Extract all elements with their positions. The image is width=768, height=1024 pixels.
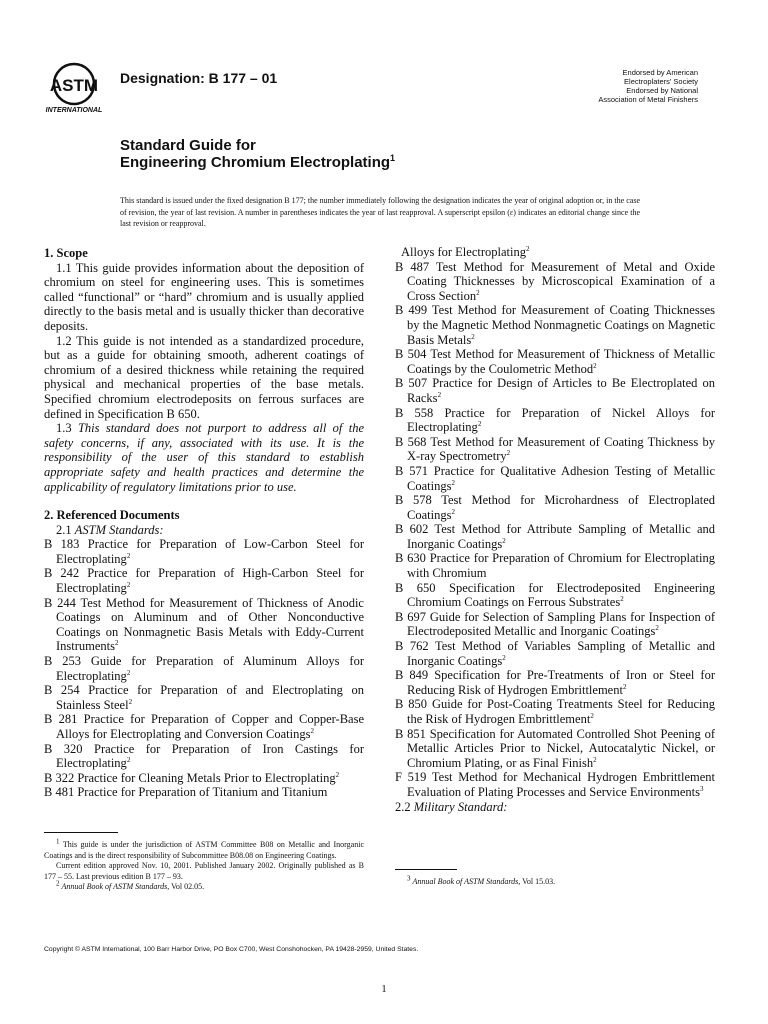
reference-footnote-mark: 2 bbox=[451, 478, 455, 487]
reference-text: B 507 Practice for Design of Articles to Be Electroplated on Racks bbox=[395, 376, 715, 405]
endorsement-line: Association of Metal Finishers bbox=[598, 95, 698, 104]
section-heading-scope: 1. Scope bbox=[44, 246, 88, 260]
reference-text: B 762 Test Method of Variables Sampling of Metallic and Inorganic Coatings bbox=[395, 639, 715, 668]
footnote-1-edition: Current edition approved Nov. 10, 2001. Published January 2002. Originally published as B 177 – 55. Last previous edition B 177 – 93. bbox=[44, 861, 364, 881]
reference-footnote-mark: 2 bbox=[437, 390, 442, 399]
reference-text: B 253 Guide for Preparation of Aluminum Alloys for Electroplating bbox=[44, 654, 364, 683]
reference-footnote-mark: 2 bbox=[126, 551, 131, 560]
logo-text: INTERNATIONAL bbox=[45, 107, 103, 114]
subsection-label: Military Standard: bbox=[413, 799, 508, 814]
document-title: Engineering Chromium Electroplating bbox=[120, 154, 391, 171]
footnote-rule-right bbox=[395, 869, 457, 870]
reference-list-right bbox=[395, 260, 715, 800]
reference-item bbox=[44, 712, 364, 741]
title-line-2 bbox=[120, 154, 395, 171]
scope-paragraph-1: 1.1 This guide provides information about the deposition of chromium on steel for engineering uses. This is sometimes called “functional” or “hard” chromium and is usually applied directly to the basis metal and is usually thicker than decorative deposits. bbox=[44, 260, 364, 333]
footnote-book-title: Annual Book of ASTM Standards bbox=[412, 877, 519, 886]
reference-text: B 183 Practice for Preparation of Low-Carbon Steel for Electroplating bbox=[44, 537, 364, 566]
paragraph-number: 1.3 bbox=[56, 421, 72, 436]
footnote-volume: , Vol 15.03. bbox=[518, 877, 556, 886]
endorsement-line: Electroplaters' Society bbox=[624, 77, 698, 86]
safety-caveat: This standard does not purport to address all of the safety concerns, if any, associated with its use. It is the responsibility of the user of this standard to establish appropriate safety and health practices and determine the applicability of regulatory limitations prior to use. bbox=[44, 421, 364, 494]
reference-item bbox=[395, 610, 715, 639]
footnote-volume: , Vol 02.05. bbox=[167, 882, 205, 892]
left-column bbox=[44, 246, 364, 800]
reference-text: B 487 Test Method for Measurement of Metal and Oxide Coating Thicknesses by Microscopical Examination of a Cross Section bbox=[395, 259, 715, 303]
reference-footnote-mark: 2 bbox=[502, 653, 506, 662]
reference-item bbox=[44, 771, 364, 786]
reference-item bbox=[44, 537, 364, 566]
footnote-1 bbox=[44, 837, 364, 861]
reference-footnote-mark: 2 bbox=[126, 756, 131, 765]
subsection-number: 2.2 bbox=[395, 799, 411, 814]
reference-text: Alloys for Electroplating bbox=[401, 245, 526, 259]
reference-item bbox=[395, 770, 715, 799]
reference-footnote-mark: 2 bbox=[525, 244, 530, 253]
reference-footnote-mark: 2 bbox=[471, 332, 475, 341]
reference-text: B 281 Practice for Preparation of Copper and Copper-Base Alloys for Electroplating and Conversion Coatings bbox=[44, 712, 364, 741]
subsection-label: ASTM Standards: bbox=[74, 522, 164, 537]
designation: Designation: B 177 – 01 bbox=[120, 70, 278, 86]
reference-item bbox=[395, 303, 715, 347]
reference-item bbox=[395, 376, 715, 405]
reference-item bbox=[395, 347, 715, 376]
endorsement-line: Endorsed by American bbox=[622, 68, 698, 77]
footnote-2 bbox=[44, 879, 364, 893]
reference-item bbox=[44, 566, 364, 595]
reference-footnote-mark: 2 bbox=[620, 595, 624, 604]
reference-footnote-mark: 2 bbox=[126, 580, 131, 589]
reference-text: B 499 Test Method for Measurement of Coating Thicknesses by the Magnetic Method Nonmagnetic Coatings on Magnetic Basis Metals bbox=[395, 303, 715, 347]
reference-item bbox=[44, 596, 364, 654]
reference-footnote-mark: 2 bbox=[506, 449, 511, 458]
reference-text: B 558 Practice for Preparation of Nickel Alloys for Electroplating bbox=[395, 405, 715, 435]
reference-text: B 244 Test Method for Measurement of Thickness of Anodic Coatings on Aluminum and of Other Nonconductive Coatings on Nonmagnetic Basis Metals with Eddy-Current Instruments bbox=[44, 595, 364, 654]
endorsement-block bbox=[598, 68, 698, 104]
reference-item bbox=[395, 639, 715, 668]
reference-item bbox=[395, 727, 715, 771]
footnote-rule-left bbox=[44, 832, 118, 833]
reference-footnote-mark: 2 bbox=[593, 755, 597, 764]
footnotes-right bbox=[395, 874, 715, 888]
subsection-military-standard bbox=[395, 800, 715, 815]
reference-text: B 571 Practice for Qualitative Adhesion Testing of Metallic Coatings bbox=[395, 463, 715, 493]
reference-continuation bbox=[395, 245, 715, 260]
reference-footnote-mark: 2 bbox=[593, 361, 597, 370]
reference-footnote-mark: 2 bbox=[476, 288, 480, 297]
reference-text: B 650 Specification for Electrodeposited Engineering Chromium Coatings on Ferrous Substrates bbox=[395, 580, 715, 610]
reference-item bbox=[395, 697, 715, 726]
reference-text: B 578 Test Method for Microhardness of Electroplated Coatings bbox=[395, 493, 715, 522]
reference-item bbox=[44, 654, 364, 683]
reference-item bbox=[395, 522, 715, 551]
section-heading-referenced-documents: 2. Referenced Documents bbox=[44, 508, 180, 523]
reference-text: B 630 Practice for Preparation of Chromium for Electroplating with Chromium bbox=[395, 551, 715, 581]
reference-footnote-mark: 3 bbox=[700, 784, 704, 793]
endorsement-line: Endorsed by National bbox=[626, 86, 698, 95]
reference-text: B 254 Practice for Preparation of and Electroplating on Stainless Steel bbox=[44, 683, 364, 712]
right-column bbox=[395, 245, 715, 814]
reference-item bbox=[395, 493, 715, 522]
reference-text: B 481 Practice for Preparation of Titanium and Titanium bbox=[44, 785, 328, 800]
reference-text: B 850 Guide for Post-Coating Treatments Steel for Reducing the Risk of Hydrogen Embrittlement bbox=[395, 697, 715, 726]
footnote-mark: 1 bbox=[56, 837, 60, 846]
reference-footnote-mark: 2 bbox=[335, 770, 340, 779]
page-number: 1 bbox=[381, 983, 387, 995]
footnote-book-title: Annual Book of ASTM Standards bbox=[61, 882, 168, 892]
reference-item bbox=[44, 785, 364, 800]
reference-footnote-mark: 2 bbox=[126, 668, 131, 677]
reference-item bbox=[395, 406, 715, 435]
reference-item bbox=[395, 464, 715, 493]
astm-logo bbox=[36, 62, 112, 118]
reference-item bbox=[395, 668, 715, 697]
title-footnote-mark: 1 bbox=[390, 153, 396, 163]
footnote-mark: 2 bbox=[56, 879, 60, 888]
subsection-astm-standards bbox=[44, 523, 364, 538]
reference-text: B 568 Test Method for Measurement of Coating Thickness by X-ray Spectrometry bbox=[395, 434, 715, 464]
footnote-3 bbox=[395, 874, 715, 888]
reference-footnote-mark: 2 bbox=[502, 536, 506, 545]
reference-text: B 242 Practice for Preparation of High-Carbon Steel for Electroplating bbox=[44, 566, 364, 596]
reference-text: B 602 Test Method for Attribute Sampling of Metallic and Inorganic Coatings bbox=[395, 522, 715, 551]
copyright-footer: Copyright © ASTM International, 100 Barr Harbor Drive, PO Box C700, West Conshohocken, PA 19428-2959, United States. bbox=[44, 946, 419, 953]
scope-paragraph-3 bbox=[44, 421, 364, 494]
reference-text: B 851 Specification for Automated Controlled Shot Peening of Metallic Articles Prior to Nickel, Autocatalytic Nickel, or Chromium Plating, or as Final Finish bbox=[395, 726, 715, 770]
reference-text: F 519 Test Method for Mechanical Hydrogen Embrittlement Evaluation of Plating Processes and Service Environments bbox=[395, 770, 715, 799]
reference-item bbox=[395, 551, 715, 580]
reference-item bbox=[44, 742, 364, 771]
subsection-number: 2.1 bbox=[56, 522, 72, 537]
reference-item bbox=[44, 683, 364, 712]
footnote-text: This guide is under the jurisdiction of ASTM Committee B08 on Metallic and Inorganic Coatings and is the direct responsibility of Subcommittee B08.08 on Engineering Coatings. bbox=[44, 840, 364, 860]
reference-text: B 322 Practice for Cleaning Metals Prior to Electroplating bbox=[44, 770, 336, 785]
reference-footnote-mark: 2 bbox=[451, 507, 455, 516]
title-line-1: Standard Guide for bbox=[120, 137, 256, 154]
reference-footnote-mark: 2 bbox=[655, 624, 659, 633]
reference-footnote-mark: 2 bbox=[477, 419, 482, 428]
reference-item bbox=[395, 260, 715, 304]
reference-footnote-mark: 2 bbox=[115, 639, 119, 648]
reference-footnote-mark: 2 bbox=[622, 682, 627, 691]
footnotes-left bbox=[44, 837, 364, 893]
reference-footnote-mark: 2 bbox=[310, 726, 314, 735]
reference-text: B 320 Practice for Preparation of Iron Castings for Electroplating bbox=[44, 741, 364, 771]
reference-text: B 849 Specification for Pre-Treatments of Iron or Steel for Reducing Risk of Hydrogen Embrittlement bbox=[395, 668, 715, 697]
reference-text: B 697 Guide for Selection of Sampling Plans for Inspection of Electrodeposited Metallic and Inorganic Coatings bbox=[395, 609, 715, 639]
footnote-mark: 3 bbox=[407, 874, 411, 883]
scope-paragraph-2: 1.2 This guide is not intended as a standardized procedure, but as a guide for obtaining smooth, adherent coatings of chromium of a desired thickness while retaining the required physical and mechanical properties of the base metals. Specified chromium electrodeposits on ferrous surfaces are defined in Specification B 650. bbox=[44, 333, 364, 421]
reference-item bbox=[395, 581, 715, 610]
reference-footnote-mark: 2 bbox=[128, 697, 133, 706]
reference-text: B 504 Test Method for Measurement of Thickness of Metallic Coatings by the Coulometric Method bbox=[395, 347, 715, 376]
reference-footnote-mark: 2 bbox=[590, 711, 594, 720]
svg-text:ASTM: ASTM bbox=[49, 76, 99, 95]
reference-list-left bbox=[44, 537, 364, 800]
preamble: This standard is issued under the fixed designation B 177; the number immediately following the designation indicates the year of original adoption or, in the case of revision, the year of last revision. A number in parentheses indicates the year of last reapproval. A superscript epsilon (ε) indicates an editorial change since the last revision or reapproval. bbox=[120, 196, 640, 228]
reference-item bbox=[395, 435, 715, 464]
